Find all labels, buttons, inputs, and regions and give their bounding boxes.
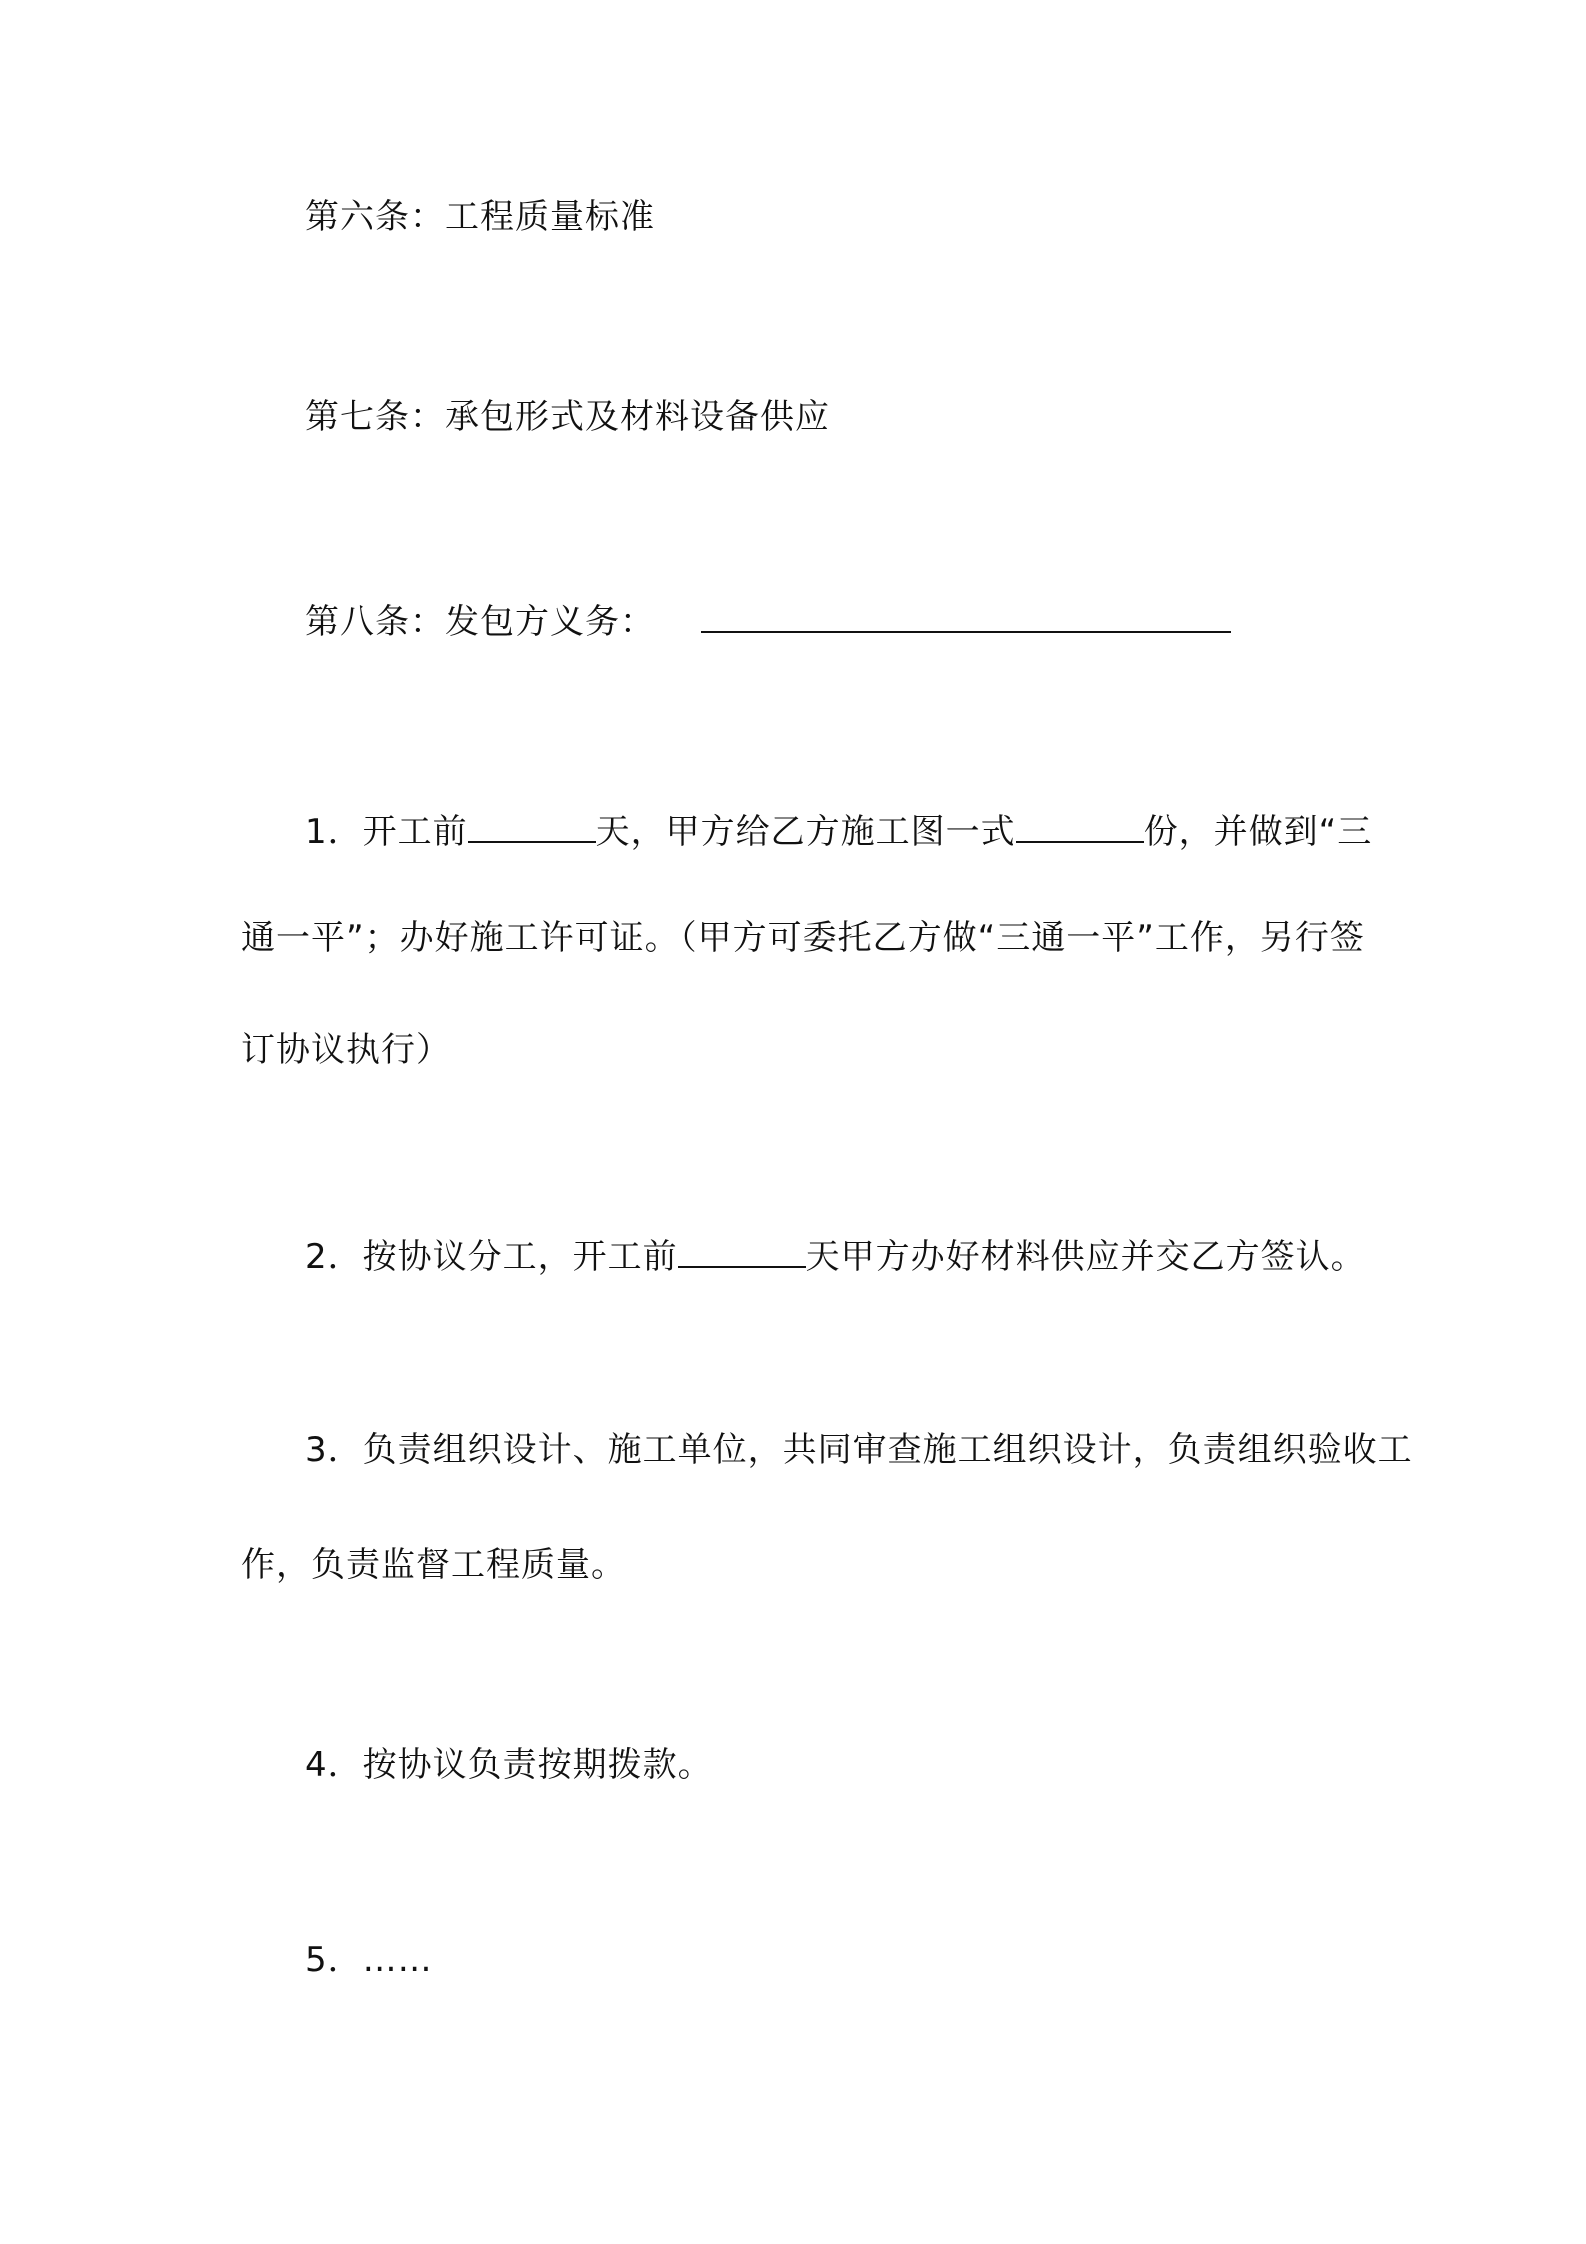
item-1-number: 1． [305,812,363,852]
item-4-number: 4． [305,1745,363,1785]
item-3-number: 3． [305,1430,363,1470]
article-7-heading [305,397,830,437]
article-8-heading [305,597,1231,642]
item-1-text-e: 订协议执行） [241,1030,451,1070]
item-1-line-1 [305,807,1372,852]
fill-in-blank-material-days[interactable] [678,1232,806,1268]
item-1-text-a: 开工前 [362,812,468,852]
item-2-line-1 [305,1232,1366,1277]
item-5-line-1 [305,1940,433,1980]
item-2-text-a: 按协议分工，开工前 [362,1237,678,1277]
fill-in-blank-copies[interactable] [1016,807,1144,843]
item-1-text-d: 通一平”；办好施工许可证。（甲方可委托乙方做“三通一平”工作，另行签 [241,918,1365,958]
item-1-line-3 [241,1030,451,1070]
fill-in-blank-article-8[interactable] [701,597,1231,633]
item-5-number: 5． [305,1940,363,1980]
item-2-number: 2． [305,1237,363,1277]
item-1-text-c: 份，并做到“三 [1143,812,1373,852]
item-3-text-a: 负责组织设计、施工单位，共同审查施工组织设计，负责组织验收工 [362,1430,1413,1470]
item-3-text-b: 作，负责监督工程质量。 [241,1545,626,1585]
item-3-line-2 [241,1545,626,1585]
item-4-text: 按协议负责按期拨款。 [362,1745,713,1785]
item-2-text-b: 天甲方办好材料供应并交乙方签认。 [805,1237,1366,1277]
item-4-line-1 [305,1745,713,1785]
article-6-text: 第六条：工程质量标准 [305,197,655,237]
fill-in-blank-days-before-start[interactable] [468,807,596,843]
item-3-line-1 [305,1430,1413,1470]
item-1-text-b: 天，甲方给乙方施工图一式 [595,812,1016,852]
article-7-text: 第七条：承包形式及材料设备供应 [305,397,830,437]
article-6-heading [305,197,655,237]
article-8-text: 第八条：发包方义务： [305,602,655,642]
item-1-line-2 [241,918,1365,958]
item-5-text: …… [362,1940,433,1980]
